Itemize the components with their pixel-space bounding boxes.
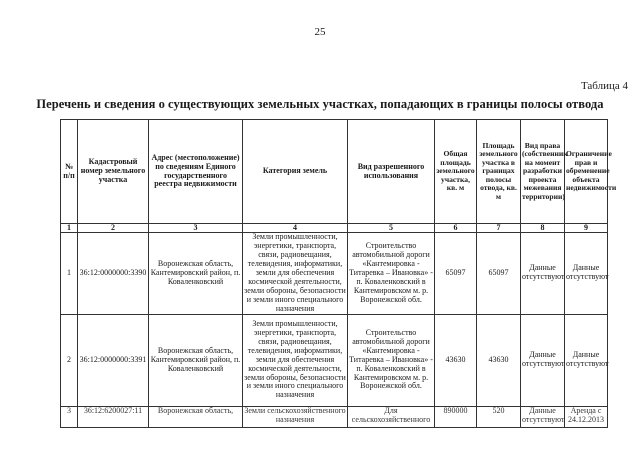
cell-address: Воронежская область, Кантемировский район, п. Коваленковский [149,314,243,406]
column-number: 2 [78,224,149,233]
cell-total-area: 43630 [435,314,477,406]
table-row [61,314,608,406]
header-cell-category: Категория земель [243,120,348,224]
land-plots-table [60,119,617,428]
header-row [61,120,608,224]
cell-use: Строительство автомобильной дороги «Кантемировка - Титаревка – Ивановка» - п. Коваленковский в Кантемировском м. р. Воронежской обл. [348,314,435,406]
column-number: 3 [149,224,243,233]
column-number: 1 [61,224,78,233]
cell-right: Данные отсутствуют [521,406,565,427]
page-number: 25 [314,26,326,38]
column-number: 9 [565,224,608,233]
cell-num: 3 [61,406,78,427]
table-row [61,233,608,315]
cell-right: Данные отсутствуют [521,233,565,315]
header-cell-restriction: Ограничение прав и обременение объекта недвижимости [565,120,608,224]
cell-use: Строительство автомобильной дороги «Кантемировка - Титаревка – Ивановка» - п. Коваленковский в Кантемировском м. р. Воронежской обл. [348,233,435,315]
cell-cadastral: 36:12:0000000:3391 [78,314,149,406]
header-cell-num: № п/п [61,120,78,224]
document-title: Перечень и сведения о существующих земельных участках, попадающих в границы полосы отвода [36,97,604,111]
cell-strip-area: 43630 [477,314,521,406]
cell-use: Для сельскохозяйственного [348,406,435,427]
column-number: 4 [243,224,348,233]
column-number: 6 [435,224,477,233]
cell-restriction: Данные отсутствуют [565,233,608,315]
column-number: 8 [521,224,565,233]
cell-category: Земли промышленности, энергетики, транспорта, связи, радиовещания, телевидения, информатики, земли для обеспечения космической деятельности, земли обороны, безопасности и земли иного специального назначения [243,314,348,406]
cell-category: Земли промышленности, энергетики, транспорта, связи, радиовещания, телевидения, информатики, земли для обеспечения космической деятельности, земли обороны, безопасности и земли иного специального назначения [244,232,346,313]
header-cell-right: Вид права (собственник на момент разработки проекта межевания территории) [521,120,565,224]
cell-restriction: Аренда с 24.12.2013 [565,406,608,427]
cell-strip-area: 65097 [477,233,521,315]
cell-strip-area: 520 [477,406,521,427]
cell-restriction: Данные отсутствуют [565,314,608,406]
cell-category: Земли сельскохозяйственного назначения [243,406,348,427]
header-cell-address: Адрес (местоположение) по сведениям Единого государственного реестра недвижимости [149,120,243,224]
column-number: 5 [348,224,435,233]
cell-address: Воронежская область, Кантемировский район, п. Коваленковский [149,233,243,315]
header-cell-cadastral: Кадастровый номер земельного участка [78,120,149,224]
cell-right: Данные отсутствуют [521,314,565,406]
header-cell-total-area: Общая площадь земельного участка, кв. м [435,120,477,224]
cell-total-area: 65097 [435,233,477,315]
header-cell-use: Вид разрешенного использования [348,120,435,224]
column-number: 7 [477,224,521,233]
cell-num: 2 [61,314,78,406]
header-cell-strip-area: Площадь земельного участка в границах полосы отвода, кв. м [477,120,521,224]
cell-cadastral: 36:12:0000000:3390 [78,233,149,315]
table-caption: Таблица 4 [580,80,628,92]
cell-address: Воронежская область, [149,406,243,427]
cell-num: 1 [61,233,78,315]
cell-cadastral: 36:12:6200027:11 [78,406,149,427]
table-row [61,406,608,427]
cell-total-area: 890000 [435,406,477,427]
